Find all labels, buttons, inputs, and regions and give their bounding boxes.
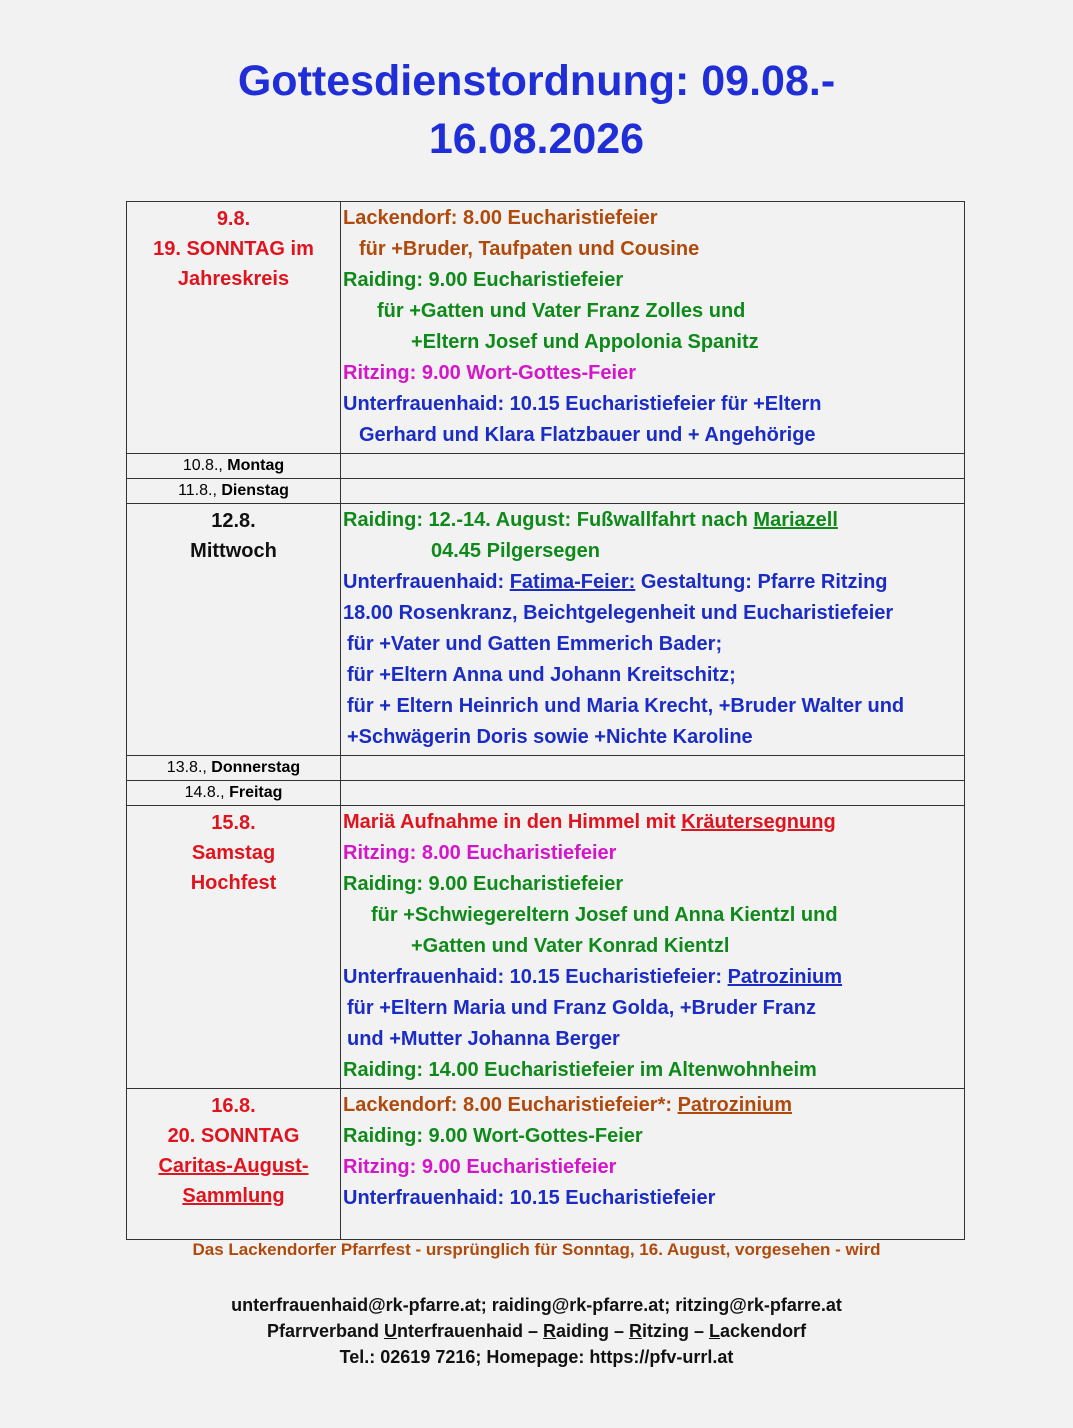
services-cell-empty (341, 454, 965, 479)
day-label-line: 19. SONNTAG im (153, 238, 314, 260)
service-line: 04.45 Pilgersegen (431, 540, 600, 562)
day-date: 11.8., (178, 482, 222, 499)
service-line: für +Schwiegereltern Josef und Anna Kientzl und (371, 904, 838, 926)
day-cell (127, 756, 341, 781)
footer-association (0, 1318, 1073, 1344)
page-title (0, 52, 1073, 168)
underlined-text: R (543, 1321, 557, 1341)
schedule-body (127, 202, 965, 1240)
day-label-line (127, 1151, 340, 1181)
service-line (343, 505, 964, 536)
day-cell (127, 781, 341, 806)
service-line: Gerhard und Klara Flatzbauer und + Angehörige (359, 424, 816, 446)
service-line: für +Bruder, Taufpaten und Cousine (359, 238, 700, 260)
service-line: Unterfrauenhaid: 10.15 Eucharistiefeier für +Eltern (343, 393, 822, 415)
day-cell (127, 1089, 341, 1240)
services-list (341, 202, 964, 453)
service-line: Raiding: 9.00 Eucharistiefeier (343, 269, 624, 291)
underlined-text: Mariazell (753, 509, 838, 531)
service-line: für +Eltern Maria und Franz Golda, +Bruder Franz (347, 997, 816, 1019)
services-cell-empty (341, 479, 965, 504)
day-cell (127, 479, 341, 504)
day-date: 13.8., (166, 759, 212, 776)
service-line: für +Eltern Anna und Johann Kreitschitz; (347, 664, 736, 686)
weekday-row (127, 454, 965, 479)
underlined-text: R (629, 1321, 643, 1341)
underlined-text: Fatima-Feier: (509, 571, 636, 593)
underlined-text: Patrozinium (727, 966, 843, 988)
service-line: Unterfrauenhaid: 10.15 Eucharistiefeier (343, 1187, 716, 1209)
day-row (127, 202, 965, 454)
text-segment: aiding – (556, 1321, 630, 1341)
footer-emails[interactable]: unterfrauenhaid@rk-pfarre.at; raiding@rk-pfarre.at; ritzing@rk-pfarre.at (231, 1295, 842, 1315)
services-cell-empty (341, 756, 965, 781)
service-line: +Gatten und Vater Konrad Kientzl (411, 935, 730, 957)
text-segment: itzing – (642, 1321, 710, 1341)
underlined-text: Kräutersegnung (681, 811, 836, 833)
title-line-2: 16.08.2026 (428, 115, 645, 163)
weekday-row (127, 479, 965, 504)
service-line: 18.00 Rosenkranz, Beichtgelegenheit und Eucharistiefeier (343, 602, 894, 624)
day-label-line: 16.8. (211, 1095, 256, 1117)
underlined-text: L (709, 1321, 721, 1341)
text-segment: Gestaltung: Pfarre Ritzing (635, 571, 888, 593)
day-weekday: Dienstag (221, 482, 289, 499)
day-weekday: Freitag (229, 784, 283, 801)
underlined-text: Patrozinium (677, 1094, 793, 1116)
text-segment: Unterfrauenhaid: 10.15 Eucharistiefeier: (343, 966, 728, 988)
services-cell (341, 202, 965, 454)
service-line (343, 807, 964, 838)
text-segment: Pfarrverband (266, 1321, 384, 1341)
service-line: +Eltern Josef und Appolonia Spanitz (411, 331, 759, 353)
day-label-line: 15.8. (211, 812, 256, 834)
day-date: 14.8., (184, 784, 230, 801)
day-label-line: 9.8. (216, 208, 251, 230)
service-line: Ritzing: 8.00 Eucharistiefeier (343, 842, 617, 864)
text-segment: ackendorf (720, 1321, 807, 1341)
text-segment: Unterfrauenhaid: (343, 571, 510, 593)
footer-contact[interactable]: Tel.: 02619 7216; Homepage: https://pfv-urrl.at (339, 1347, 734, 1367)
day-row (127, 1089, 965, 1240)
day-label-line: 20. SONNTAG (167, 1125, 300, 1147)
text-segment: Lackendorf: 8.00 Eucharistiefeier*: (343, 1094, 678, 1116)
day-label (127, 504, 340, 566)
service-line: +Schwägerin Doris sowie +Nichte Karoline (347, 726, 753, 748)
services-cell (341, 806, 965, 1089)
service-line: für +Gatten und Vater Franz Zolles und (377, 300, 746, 322)
text-segment: nterfrauenhaid – (396, 1321, 544, 1341)
day-label (127, 1089, 340, 1211)
day-date: 10.8., (182, 457, 228, 474)
day-cell (127, 202, 341, 454)
service-line: Raiding: 14.00 Eucharistiefeier im Altenwohnheim (343, 1059, 817, 1081)
day-label-line: Samstag (191, 842, 276, 864)
weekday-row (127, 781, 965, 806)
underlined-text: U (383, 1321, 397, 1341)
day-weekday: Donnerstag (211, 759, 301, 776)
service-line: Ritzing: 9.00 Wort-Gottes-Feier (343, 362, 636, 384)
service-line: für +Vater und Gatten Emmerich Bader; (347, 633, 723, 655)
day-label (127, 202, 340, 294)
service-line: Lackendorf: 8.00 Eucharistiefeier (343, 207, 658, 229)
underlined-text: Caritas-August- (158, 1155, 309, 1177)
services-list (341, 806, 964, 1088)
day-cell (127, 454, 341, 479)
day-row (127, 504, 965, 756)
service-line (343, 1090, 964, 1121)
service-line: für + Eltern Heinrich und Maria Krecht, +Bruder Walter und (347, 695, 905, 717)
pfarrfest-note: Das Lackendorfer Pfarrfest - ursprünglich für Sonntag, 16. August, vorgesehen - wird (192, 1240, 881, 1259)
day-label-line: Jahreskreis (177, 268, 290, 290)
footer (0, 1292, 1073, 1370)
day-label-line: 12.8. (211, 510, 256, 532)
services-cell (341, 1089, 965, 1240)
day-label-line: Hochfest (190, 872, 277, 894)
day-cell (127, 504, 341, 756)
day-label (127, 806, 340, 898)
services-list (341, 1089, 964, 1216)
day-weekday: Montag (227, 457, 285, 474)
day-label-line: Mittwoch (190, 540, 277, 562)
service-line (343, 962, 964, 993)
service-line: und +Mutter Johanna Berger (347, 1028, 620, 1050)
text-segment: Mariä Aufnahme in den Himmel mit (343, 811, 682, 833)
title-line-1: Gottesdienstordnung: 09.08.- (237, 57, 836, 105)
services-cell-empty (341, 781, 965, 806)
underlined-text: Sammlung (182, 1185, 285, 1207)
service-line: Ritzing: 9.00 Eucharistiefeier (343, 1156, 617, 1178)
day-row (127, 806, 965, 1089)
service-schedule-table (126, 201, 965, 1240)
weekday-row (127, 756, 965, 781)
services-cell (341, 504, 965, 756)
text-segment: Raiding: 12.-14. August: Fußwallfahrt nach (343, 509, 754, 531)
day-cell (127, 806, 341, 1089)
services-list (341, 504, 964, 755)
day-label-line (127, 1181, 340, 1211)
service-line: Raiding: 9.00 Wort-Gottes-Feier (343, 1125, 643, 1147)
service-line: Raiding: 9.00 Eucharistiefeier (343, 873, 624, 895)
service-line (343, 567, 964, 598)
